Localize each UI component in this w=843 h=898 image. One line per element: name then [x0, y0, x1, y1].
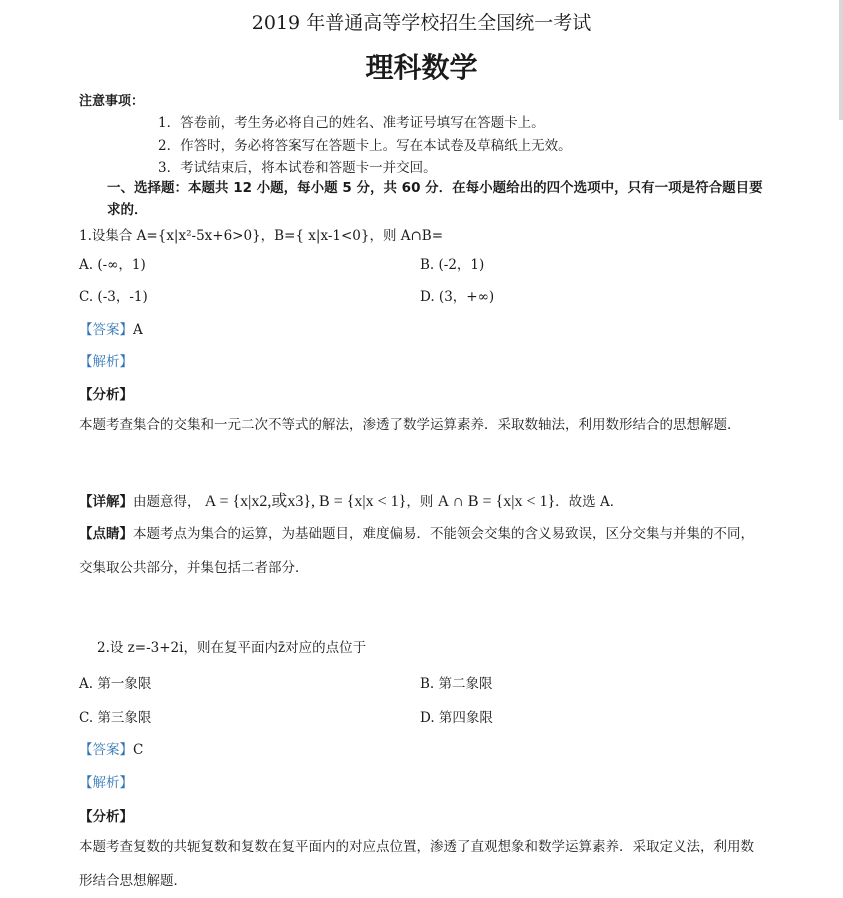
q2-stem-post: 对应的点位于: [285, 640, 367, 656]
q2-fenxi-text: 本题考查复数的共轭复数和复数在复平面内的对应点位置，渗透了直观想象和数学运算素养．采取定义法，利用数形结合思想解题．: [79, 839, 754, 889]
q1-fenxi-tag: 【分析】: [79, 387, 133, 403]
q2-option-a: A. 第一象限: [79, 676, 152, 692]
q2-option-b: B. 第二象限: [420, 676, 493, 692]
q1-option-d: D. (3，+∞): [420, 289, 495, 305]
question-1-stem: 1.设集合 A={x|x²-5x+6>0}，B={ x|x-1<0}，则 A∩B=: [79, 228, 444, 244]
q2-answer: [79, 738, 143, 758]
answer-value: A: [133, 322, 143, 338]
section-heading: 一、选择题：本题共 12 小题，每小题 5 分，共 60 分．在每小题给出的四个选项中，只有一项是符合题目要求的．: [107, 180, 763, 218]
q1-fenxi-text: 本题考查集合的交集和一元二次不等式的解法，渗透了数学运算素养．采取数轴法，利用数形结合的思想解题．: [79, 417, 741, 433]
q1-comment: [79, 517, 759, 585]
answer-tag: 【答案】: [79, 742, 133, 758]
exam-title: 2019 年普通高等学校招生全国统一考试: [251, 12, 592, 34]
detail-tag: 【详解】: [79, 494, 133, 510]
question-2-stem: [97, 636, 366, 656]
q1-detail: [79, 488, 623, 511]
formula-intersection: A ∩ B = {x|x < 1}: [437, 493, 556, 510]
notice-heading: 注意事项：: [79, 94, 145, 109]
detail-post: ．故选 A．: [555, 494, 624, 510]
detail-pre: 由题意得，: [133, 494, 201, 510]
comment-tag: 【点睛】: [79, 526, 133, 542]
q2-analysis-tag: 【解析】: [79, 775, 133, 791]
q2-option-d: D. 第四象限: [420, 710, 493, 726]
q2-stem-z: z̄: [277, 640, 286, 656]
q1-analysis-tag: 【解析】: [79, 354, 133, 370]
formula-sets: A = {x|x2,或x3}, B = {x|x < 1}: [204, 493, 407, 510]
answer-value: C: [133, 742, 144, 758]
detail-mid: ，则: [406, 494, 434, 510]
notice-item-1: 1．答卷前，考生务必将自己的姓名、准考证号填写在答题卡上。: [158, 115, 545, 131]
answer-tag: 【答案】: [79, 322, 133, 338]
q2-option-c: C. 第三象限: [79, 710, 152, 726]
notice-item-3: 3．考试结束后，将本试卷和答题卡一并交回。: [158, 160, 437, 176]
q2-fenxi-tag: 【分析】: [79, 809, 133, 825]
q2-stem-pre: 2.设 z=-3+2i，则在复平面内: [97, 640, 278, 656]
q1-option-c: C. (-3，-1): [79, 289, 148, 305]
subject-title: 理科数学: [365, 51, 478, 84]
comment-text: 本题考点为集合的运算，为基础题目，难度偏易．不能领会交集的含义易致误，区分交集与并集的不同，交集取公共部分，并集包括二者部分．: [79, 526, 754, 576]
q1-answer: [79, 318, 143, 338]
q1-option-b: B. (-2，1): [420, 257, 485, 273]
notice-item-2: 2．作答时，务必将答案写在答题卡上。写在本试卷及草稿纸上无效。: [158, 138, 572, 154]
q1-option-a: A. (-∞，1): [79, 257, 146, 273]
